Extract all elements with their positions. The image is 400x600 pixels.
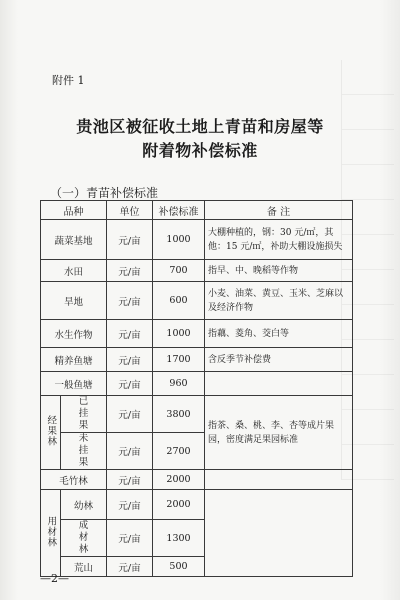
- cell-unit: 元/亩: [107, 372, 153, 396]
- page-number: —2—: [40, 572, 69, 585]
- cell-variety: 旱地: [41, 282, 107, 320]
- table-row: [41, 348, 353, 372]
- document-title-line1: 贵池区被征收土地上青苗和房屋等: [76, 117, 324, 136]
- cell-variety: 毛竹林: [41, 470, 107, 490]
- table-row: [41, 396, 353, 433]
- compensation-table: [40, 200, 353, 577]
- table-row: [41, 490, 353, 520]
- cell-unit: 元/亩: [107, 520, 153, 557]
- cell-variety: 荒山: [61, 557, 107, 577]
- cell-standard: 1300: [153, 520, 205, 557]
- cell-standard: 2700: [153, 433, 205, 470]
- header-standard: 补偿标准: [153, 201, 205, 220]
- attachment-label: 附件 1: [52, 74, 85, 87]
- cell-unit: 元/亩: [107, 260, 153, 282]
- cell-standard: 1000: [153, 320, 205, 348]
- cell-unit: 元/亩: [107, 433, 153, 470]
- cell-unit: 元/亩: [107, 396, 153, 433]
- table-row: [41, 260, 353, 282]
- cell-variety: 水生作物: [41, 320, 107, 348]
- cell-variety: 蔬菜基地: [41, 220, 107, 260]
- cell-note: 指早、中、晚稻等作物: [205, 260, 353, 282]
- group-econ-fruit: [41, 396, 61, 470]
- cell-standard: 2000: [153, 490, 205, 520]
- group-label: 经果林: [45, 415, 57, 447]
- cell-unit: 元/亩: [107, 282, 153, 320]
- cell-note: [205, 490, 353, 577]
- cell-unit: 元/亩: [107, 557, 153, 577]
- cell-variety: 成材林: [61, 520, 107, 557]
- header-note: 备 注: [205, 201, 353, 220]
- cell-variety: 已挂果: [61, 396, 107, 433]
- cell-standard: 700: [153, 260, 205, 282]
- cell-note: 大棚种植的，钢：30 元/㎡，其他：15 元/㎡，补助大棚设施损失: [205, 220, 353, 260]
- cell-unit: 元/亩: [107, 220, 153, 260]
- cell-variety: 一般鱼塘: [41, 372, 107, 396]
- section-heading: （一）青苗补偿标准: [50, 186, 159, 200]
- header-variety: 品种: [41, 201, 107, 220]
- table-row: [41, 470, 353, 490]
- cell-unit: 元/亩: [107, 470, 153, 490]
- table-row: [41, 282, 353, 320]
- cell-note: 含反季节补偿费: [205, 348, 353, 372]
- cell-standard: 500: [153, 557, 205, 577]
- cell-standard: 600: [153, 282, 205, 320]
- cell-note: 指藕、菱角、茭白等: [205, 320, 353, 348]
- cell-standard: 2000: [153, 470, 205, 490]
- group-timber: [41, 490, 61, 577]
- table-row: [41, 372, 353, 396]
- header-unit: 单位: [107, 201, 153, 220]
- cell-variety: 水田: [41, 260, 107, 282]
- cell-standard: 960: [153, 372, 205, 396]
- group-label: 用材林: [45, 515, 57, 548]
- cell-note: 指茶、桑、桃、李、杏等成片果园，密度满足果园标准: [205, 396, 353, 470]
- table-row: [41, 220, 353, 260]
- cell-variety: 未挂果: [61, 433, 107, 470]
- cell-standard: 1000: [153, 220, 205, 260]
- cell-note: 小麦、油菜、黄豆、玉米、芝麻以及经济作物: [205, 282, 353, 320]
- cell-unit: 元/亩: [107, 320, 153, 348]
- cell-standard: 1700: [153, 348, 205, 372]
- cell-variety: 精养鱼塘: [41, 348, 107, 372]
- cell-note: [205, 372, 353, 396]
- table-row: [41, 320, 353, 348]
- cell-variety: 幼林: [61, 490, 107, 520]
- cell-note: [205, 470, 353, 490]
- cell-unit: 元/亩: [107, 348, 153, 372]
- table-header-row: [41, 201, 353, 220]
- cell-unit: 元/亩: [107, 490, 153, 520]
- cell-standard: 3800: [153, 396, 205, 433]
- document-title-line2: 附着物补偿标准: [142, 141, 258, 160]
